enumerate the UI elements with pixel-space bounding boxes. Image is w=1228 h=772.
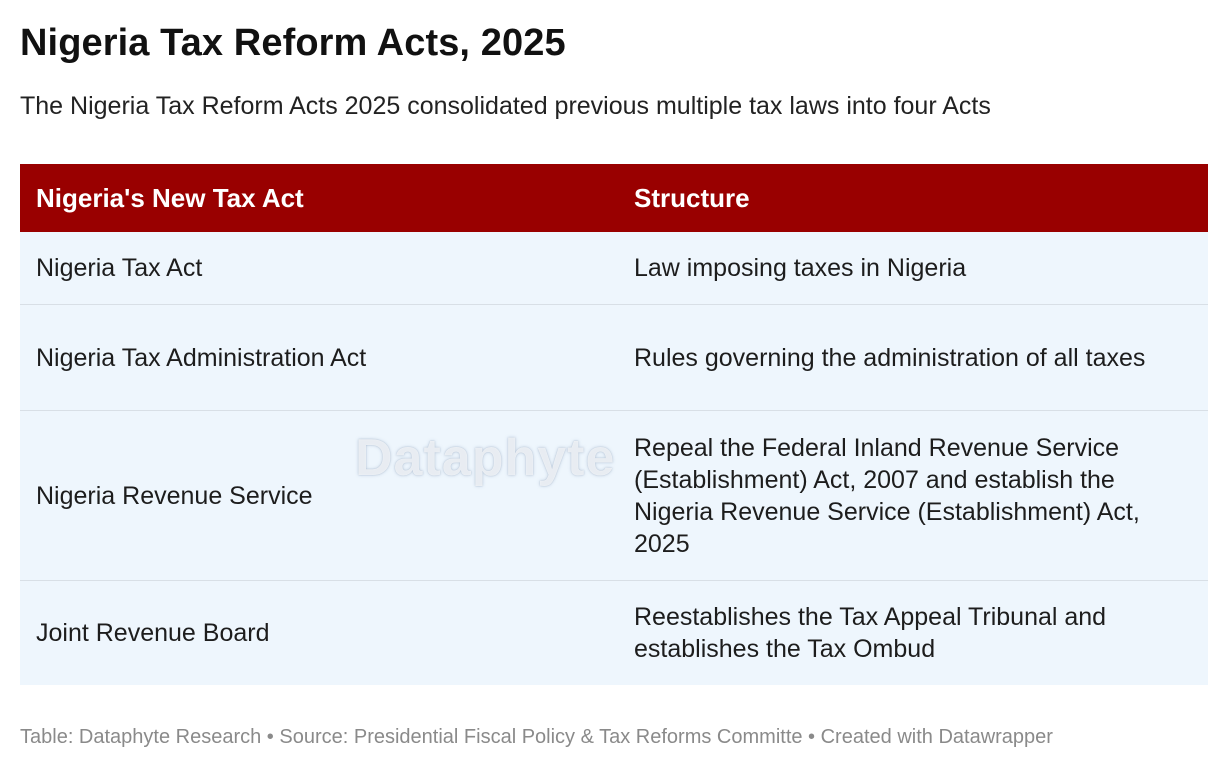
table-row (20, 581, 1208, 686)
column-header-act: Nigeria's New Tax Act (36, 182, 304, 213)
page-title: Nigeria Tax Reform Acts, 2025 (20, 22, 566, 64)
table-cell-structure: Reestablishes the Tax Appeal Tribunal and establishes the Tax Ombud (634, 603, 1107, 663)
table-cell-act: Nigeria Revenue Service (36, 481, 313, 510)
table-cell-structure: Repeal the Federal Inland Revenue Service (Establishment) Act, 2007 and establish the Nigeria Revenue Service (Establishment) Act, 2025 (634, 433, 1140, 558)
column-header-structure: Structure (634, 182, 750, 213)
dataphyte-watermark: Dataphyte (355, 429, 616, 487)
table-cell-act: Nigeria Tax Act (36, 254, 203, 282)
data-table (20, 164, 1208, 685)
table-header-row (20, 164, 1208, 232)
table-row (20, 232, 1208, 305)
table-row (20, 411, 1208, 581)
table-cell-act: Nigeria Tax Administration Act (36, 343, 367, 372)
table-row (20, 305, 1208, 411)
table-cell-structure: Law imposing taxes in Nigeria (634, 254, 967, 282)
footer-source-note: Table: Dataphyte Research • Source: Presidential Fiscal Policy & Tax Reforms Committe • Created with Datawrapper (20, 726, 1053, 748)
page-subtitle: The Nigeria Tax Reform Acts 2025 consolidated previous multiple tax laws into four Acts (20, 92, 991, 120)
table-cell-structure: Rules governing the administration of all taxes (634, 343, 1146, 372)
data-table-container (20, 164, 1208, 685)
table-cell-act: Joint Revenue Board (36, 619, 270, 647)
